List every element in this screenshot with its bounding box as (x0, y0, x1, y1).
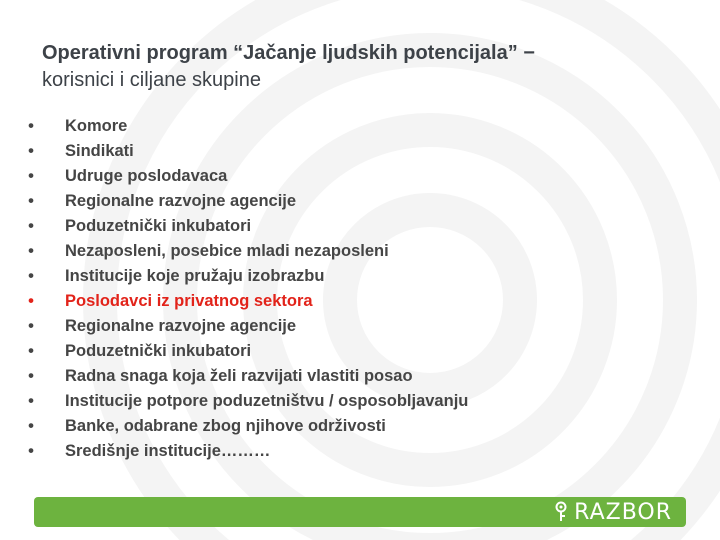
bullet-marker: • (28, 117, 34, 135)
bullet-marker: • (28, 142, 34, 160)
razbor-logo-icon (554, 501, 568, 523)
list-item-text: Udruge poslodavaca (65, 167, 228, 185)
razbor-logo (554, 499, 672, 525)
bullet-marker: • (28, 292, 34, 310)
bullet-marker: • (28, 192, 34, 210)
list-item-text: Poslodavci iz privatnog sektora (65, 292, 313, 310)
list-item-text: Institucije potpore poduzetništvu / osposobljavanju (65, 392, 469, 410)
bullet-marker: • (28, 167, 34, 185)
title-line-2: korisnici i ciljane skupine (42, 69, 261, 91)
list-item-text: Poduzetnički inkubatori (65, 342, 252, 360)
bullet-marker: • (28, 242, 34, 260)
bullet-marker: • (28, 217, 34, 235)
logo-text: RAZBOR (574, 499, 672, 525)
list-item-text: Radna snaga koja želi razvijati vlastiti posao (65, 367, 413, 385)
title-line-1: Operativni program “Jačanje ljudskih potencijala” − (42, 42, 535, 64)
bullet-marker: • (28, 417, 34, 435)
list-item-text: Komore (65, 117, 128, 135)
bullet-marker: • (28, 267, 34, 285)
list-item-text: Regionalne razvojne agencije (65, 192, 297, 210)
bullet-marker: • (28, 392, 34, 410)
list-item-text: Poduzetnički inkubatori (65, 217, 252, 235)
list-item-text: Banke, odabrane zbog njihove održivosti (65, 417, 386, 435)
bullet-marker: • (28, 317, 34, 335)
bullet-marker: • (28, 342, 34, 360)
list-item-text: Nezaposleni, posebice mladi nezaposleni (65, 242, 389, 260)
list-item-text: Središnje institucije……… (65, 442, 271, 460)
bullet-marker: • (28, 367, 34, 385)
footer-bar (34, 497, 686, 527)
slide-title (42, 40, 702, 94)
list-item-text: Institucije koje pružaju izobrazbu (65, 267, 325, 285)
list-item-text: Regionalne razvojne agencije (65, 317, 297, 335)
list-item-text: Sindikati (65, 142, 134, 160)
bullet-marker: • (28, 442, 34, 460)
